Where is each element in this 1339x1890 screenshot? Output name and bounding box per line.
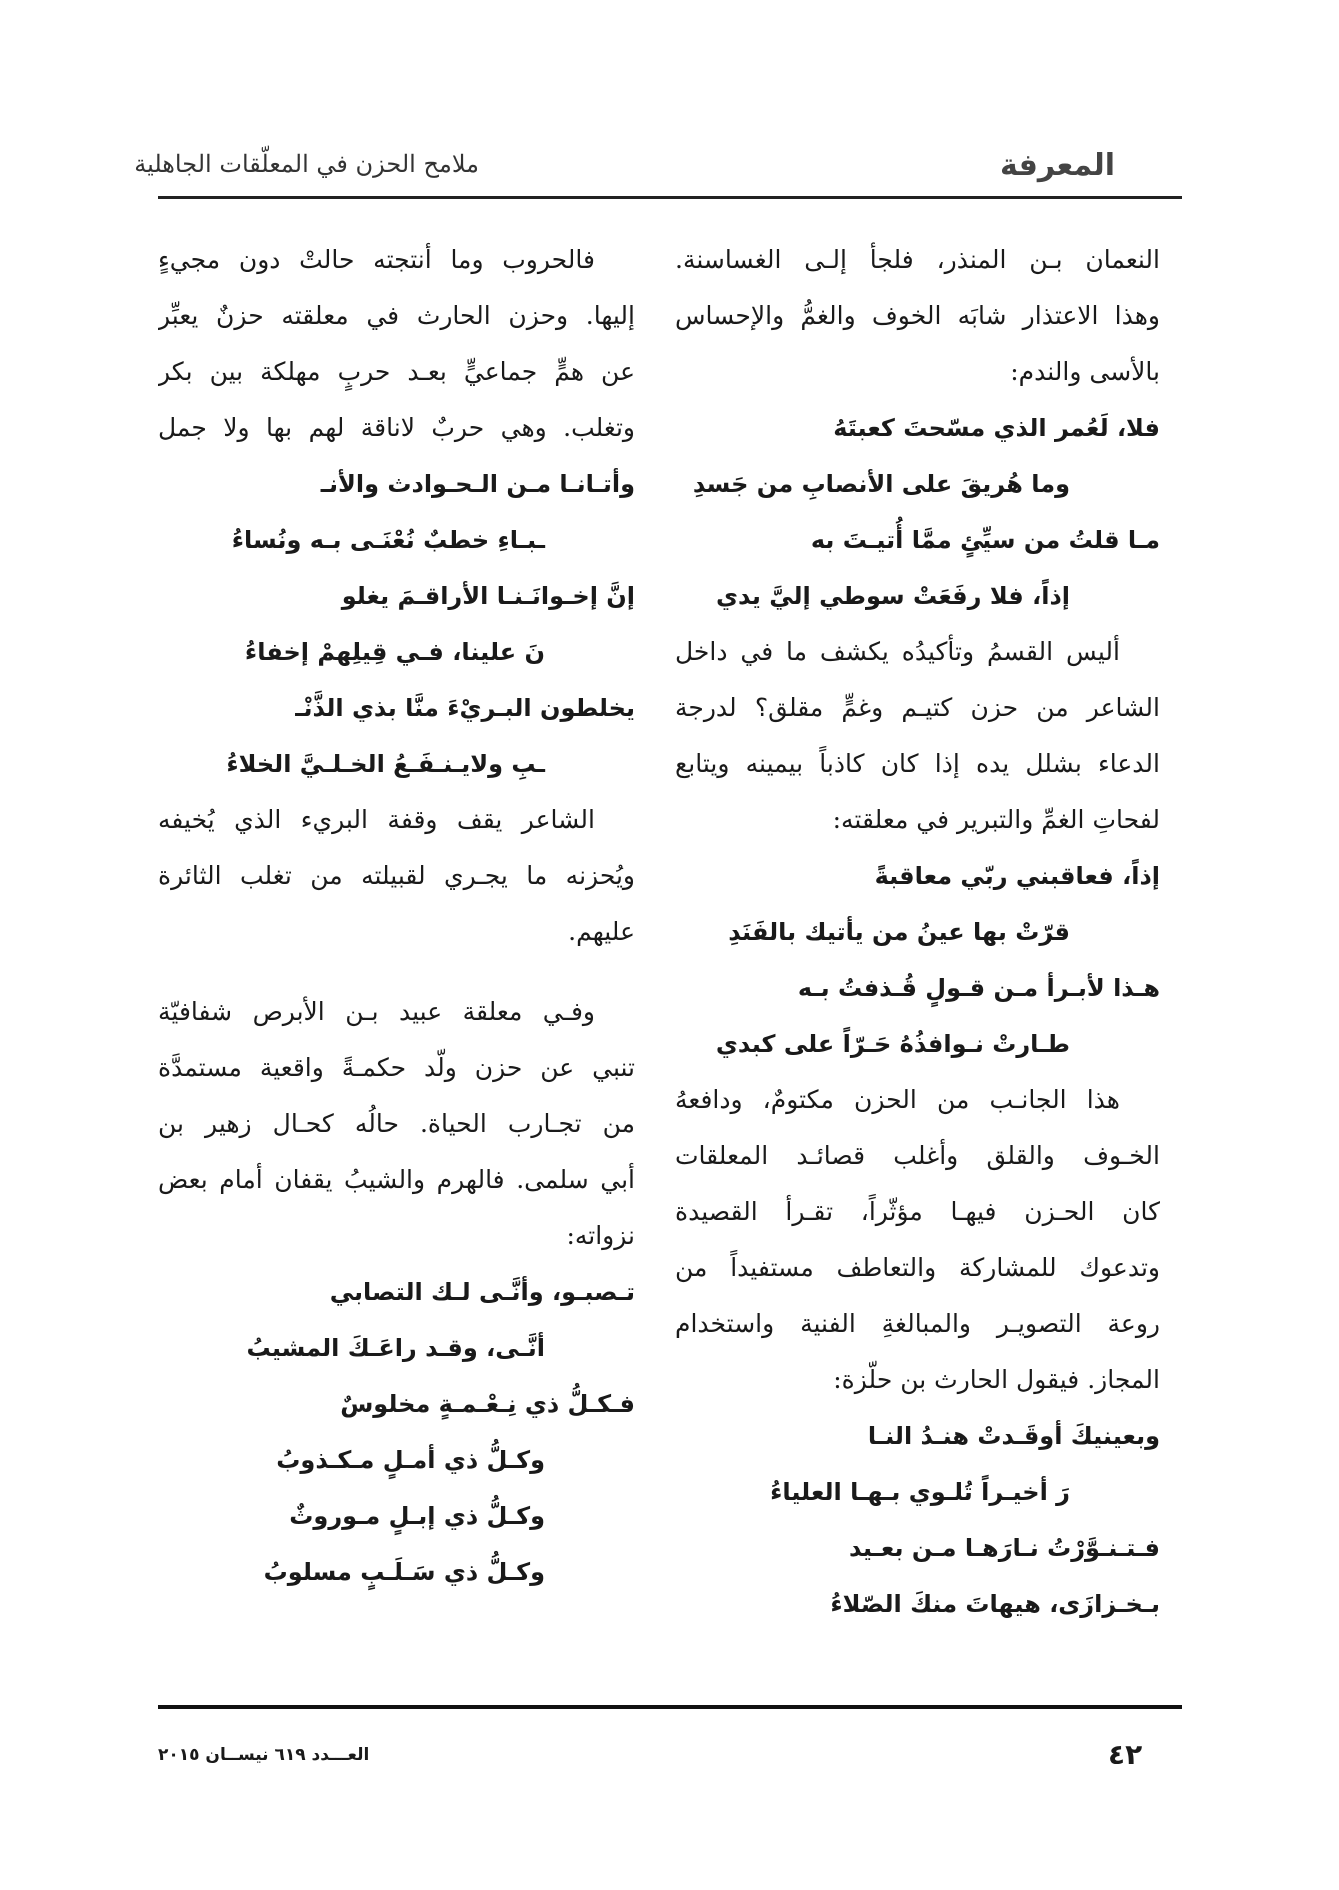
prose-line: عليهم. xyxy=(568,917,635,946)
verse-line: بـخـزازَى، هيهاتَ منكَ الصّلاءُ xyxy=(830,1590,1160,1618)
verse-line: فـتـنـوَّرْتُ نـارَهـا مـن بعـيد xyxy=(849,1534,1160,1562)
verse-line: تـصبـو، وأنَّـى لـك التصابي xyxy=(329,1278,635,1306)
verse-line: نَ علينا، فـي قِيلِهمْ إخفاءُ xyxy=(244,638,545,666)
left-column xyxy=(158,232,635,1600)
issue-label: العـــدد ٦١٩ نيســان ٢٠١٥ xyxy=(158,1745,370,1765)
verse-line: إذاً، فلا رفَعَتْ سوطي إليَّ يدي xyxy=(715,582,1070,610)
prose-line: من تجـارب الحياة. حالُه كحـال زهير بن xyxy=(158,1109,635,1138)
verse-line: فلا، لَعُمر الذي مسّحتَ كعبتَهُ xyxy=(833,414,1160,442)
prose-line: وفـي معلقة عبيد بـن الأبرص شفافيّة xyxy=(158,997,595,1026)
verse-line: وما هُريقَ على الأنصابِ من جَسدِ xyxy=(692,470,1070,498)
prose-line: لفحاتِ الغمِّ والتبرير في معلقته: xyxy=(832,805,1160,834)
prose-line: أبي سلمى. فالهرم والشيبُ يقفان أمام بعض xyxy=(158,1165,635,1194)
prose-line: أليس القسمُ وتأكيدُه يكشف ما في داخل xyxy=(675,637,1120,666)
verse-line: قرّتْ بها عينُ من يأتيك بالفَنَدِ xyxy=(728,918,1070,946)
verse-line: رَ أخيـراً تُلـوي بـهـا العلياءُ xyxy=(770,1478,1070,1506)
prose-line: ويُحزنه ما يجـري لقبيلته من تغلب الثائرة xyxy=(158,861,635,890)
prose-line: بالأسى والندم: xyxy=(1010,357,1160,386)
verse-line: وكـلُّ ذي إبـلٍ مـوروثٌ xyxy=(289,1502,545,1530)
prose-line: هذا الجانـب من الحزن مكتومٌ، ودافعهُ xyxy=(675,1085,1120,1114)
verse-line: طـارتْ نـوافذُهُ حَـرّاً على كبدي xyxy=(715,1030,1070,1058)
verse-line: وكـلُّ ذي أمـلٍ مـكـذوبُ xyxy=(276,1446,545,1474)
prose-line: تنبي عن حزن ولّد حكمـةً واقعية مستمدَّة xyxy=(158,1053,635,1082)
verse-line: ـبِ ولايـنـفَـعُ الخـلـيَّ الخلاءُ xyxy=(226,750,545,778)
prose-line: الشاعر يقف وقفة البريء الذي يُخيفه xyxy=(158,805,595,834)
verse-line: فـكـلُّ ذي نِـعْـمـةٍ مخلوسٌ xyxy=(340,1390,635,1418)
magazine-logo: المعرفة xyxy=(1000,148,1116,183)
prose-line: النعمان بـن المنذر، فلجأ إلـى الغساسنة. xyxy=(675,245,1160,274)
prose-line: وتغلب. وهي حربٌ لاناقة لهم بها ولا جمل xyxy=(158,413,635,442)
header-rule xyxy=(158,196,1182,199)
verse-line: وبعينيكَ أوقَـدتْ هنـدُ النـا xyxy=(867,1422,1160,1450)
prose-line: كان الحـزن فيهـا مؤثّراً، تقـرأ القصيدة xyxy=(675,1197,1160,1226)
prose-line: عن همٍّ جماعيٍّ بعـد حربٍ مهلكة بين بكر xyxy=(158,357,635,386)
prose-line: وتدعوك للمشاركة والتعاطف مستفيداً من xyxy=(675,1253,1160,1282)
verse-line: يخلطون البـريْءَ منَّا بذي الذَّنْـ xyxy=(295,694,635,722)
prose-line: روعة التصويـر والمبالغةِ الفنية واستخدام xyxy=(675,1309,1160,1338)
prose-line: إليها. وحزن الحارث في معلقته حزنٌ يعبِّر xyxy=(158,301,635,330)
verse-line: أنَّـى، وقـد راعَـكَ المشيبُ xyxy=(246,1334,545,1362)
running-title: ملامح الحزن في المعلّقات الجاهلية xyxy=(134,150,479,178)
verse-line: إذاً، فعاقبني ربّي معاقبةً xyxy=(874,862,1160,890)
prose-line: الخـوف والقلق وأغلب قصائـد المعلقات xyxy=(675,1141,1160,1170)
right-column xyxy=(675,232,1160,1632)
prose-line: الدعاء بشلل يده إذا كان كاذباً بيمينه ويتابع xyxy=(675,749,1160,778)
verse-line: وأتـانـا مـن الـحـوادث والأنـ xyxy=(320,470,635,498)
verse-line: ـبـاءِ خطبٌ نُعْنَـى بـه ونُساءُ xyxy=(231,526,545,554)
verse-line: وكـلُّ ذي سَـلَـبٍ مسلوبُ xyxy=(263,1558,545,1586)
verse-line: هـذا لأبـرأ مـن قـولٍ قُـذفتُ بـه xyxy=(797,974,1160,1002)
page-number: ٤٢ xyxy=(1108,1738,1143,1771)
paragraph-gap xyxy=(158,960,635,984)
verse-line: مـا قلتُ من سيِّئٍ ممَّا أُتيـتَ به xyxy=(810,526,1160,554)
prose-line: فالحروب وما أنتجته حالتْ دون مجيءٍ xyxy=(158,245,595,274)
prose-line: الشاعر من حزن كتيـم وغمٍّ مقلق؟ لدرجة xyxy=(675,693,1160,722)
footer-rule xyxy=(158,1705,1182,1709)
prose-line: نزواته: xyxy=(566,1221,635,1250)
verse-line: إنَّ إخـوانَـنـا الأراقـمَ يغلو xyxy=(341,582,635,610)
prose-line: وهذا الاعتذار شابَه الخوف والغمُّ والإحساس xyxy=(675,301,1160,330)
prose-line: المجاز. فيقول الحارث بن حلّزة: xyxy=(833,1365,1160,1394)
